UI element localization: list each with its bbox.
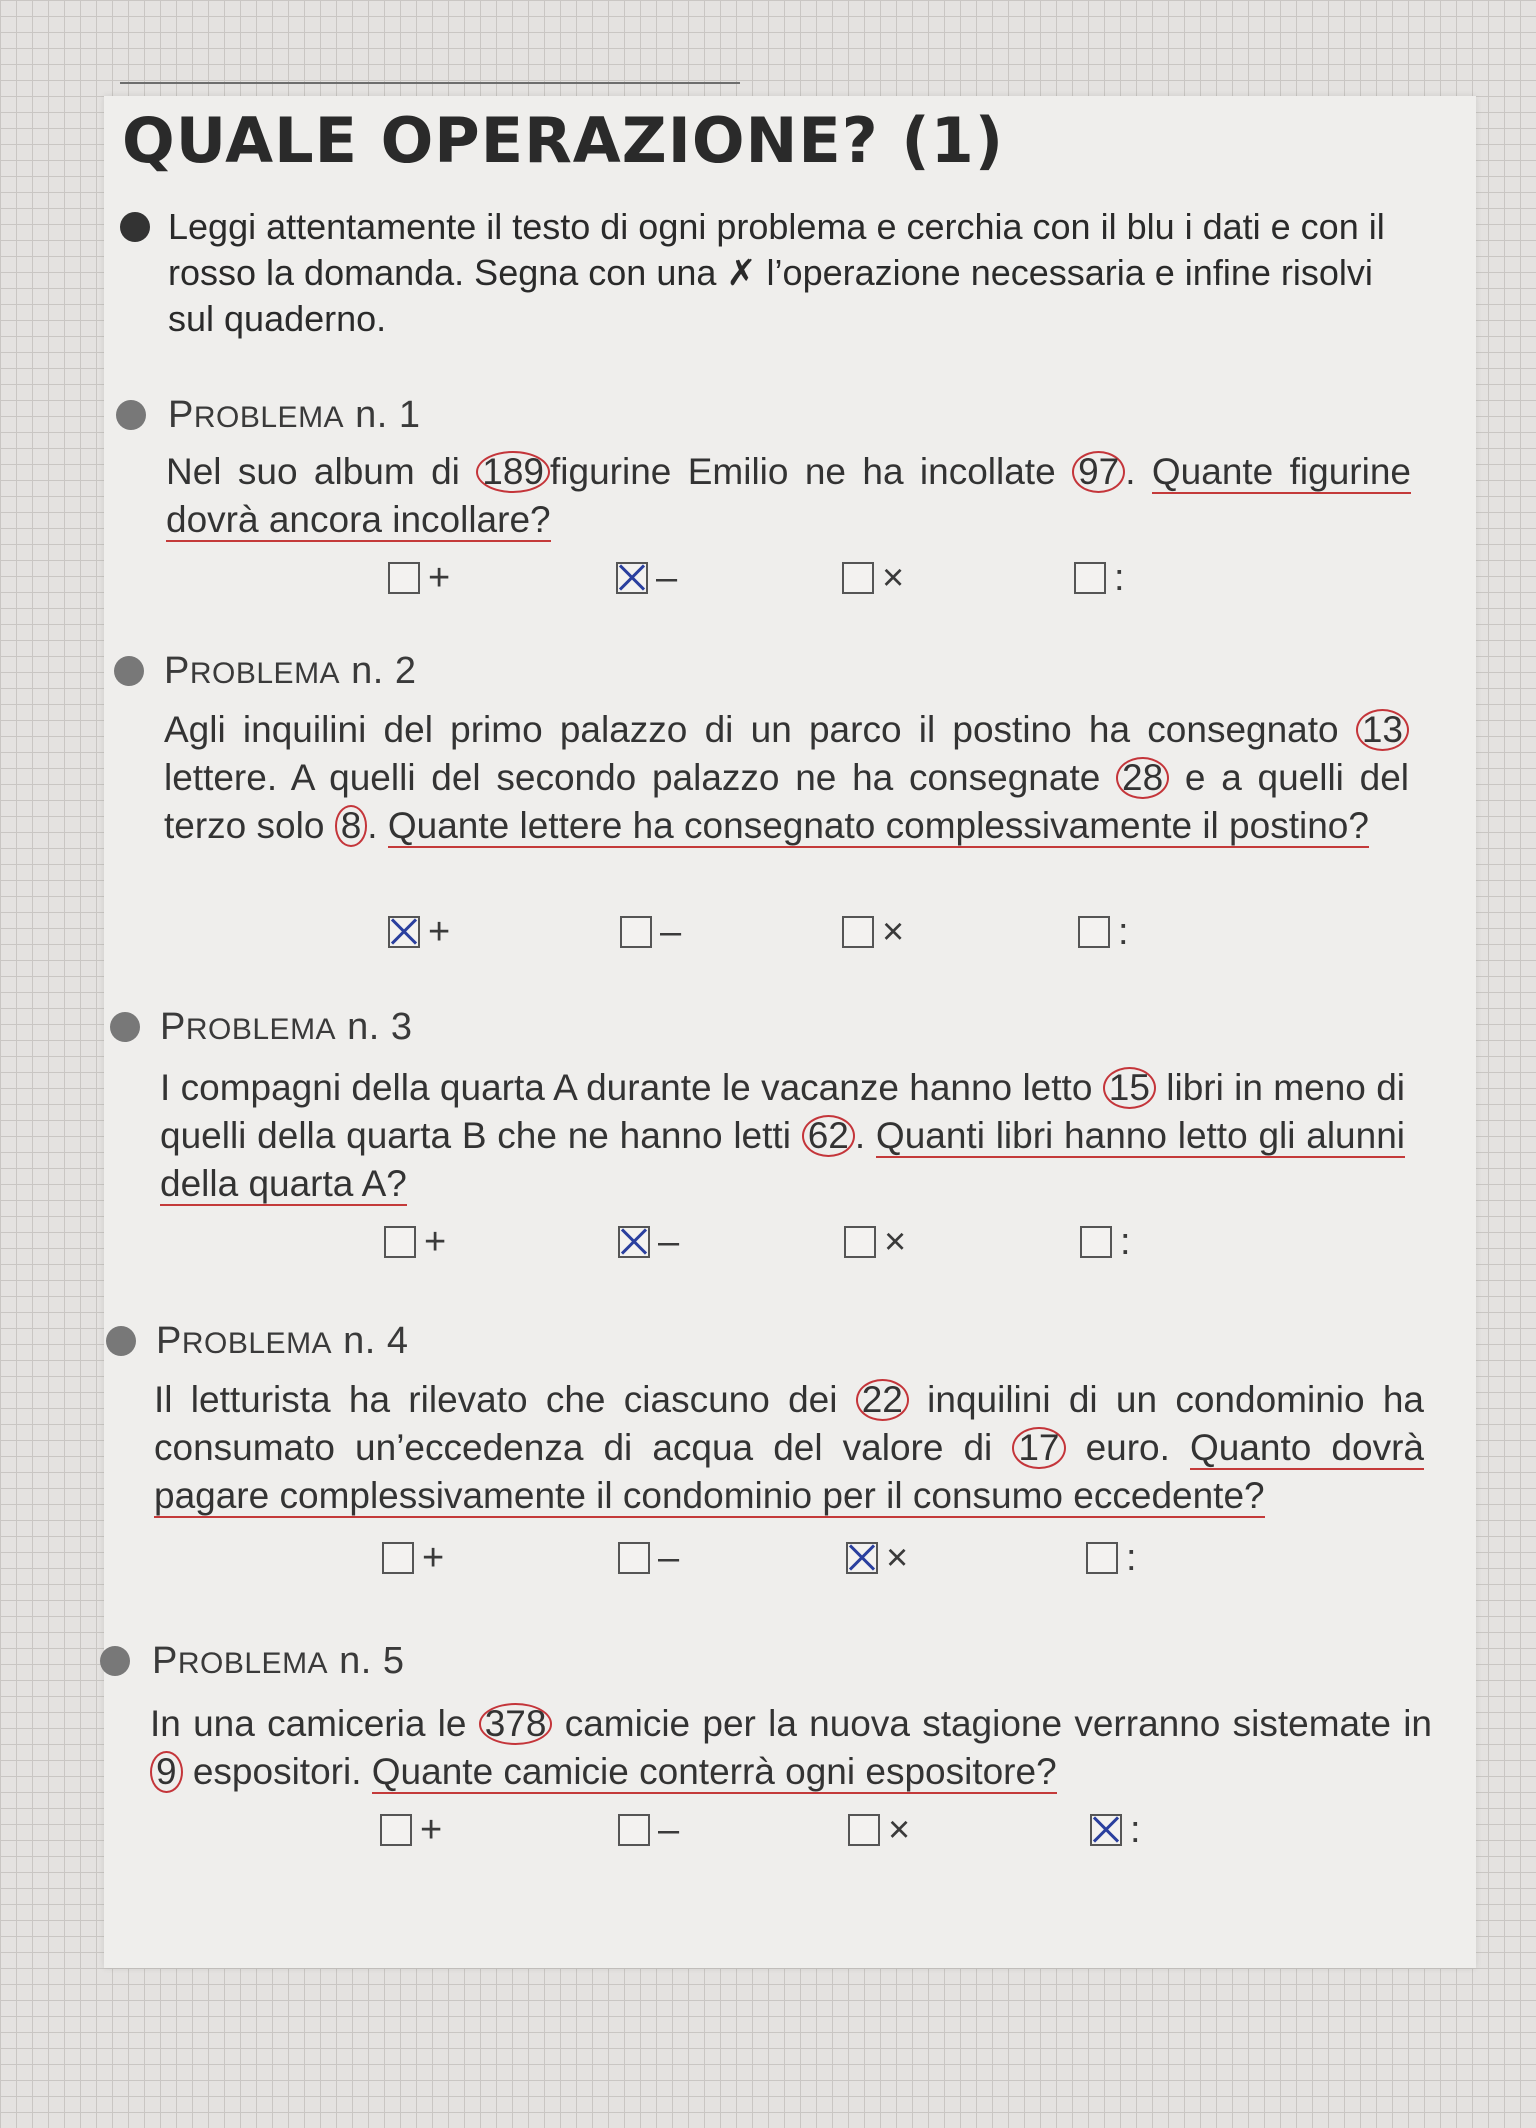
checkbox — [1086, 1542, 1118, 1574]
option-multiply[interactable]: × — [848, 1810, 910, 1850]
problem-4-title: PROBLEMA n. 4 — [156, 1320, 409, 1362]
question-underline: Quante figurine dovrà ancora incollare? — [166, 451, 1411, 540]
option-add[interactable]: + — [384, 1222, 446, 1262]
option-divide[interactable]: : — [1090, 1810, 1141, 1850]
bullet-icon — [100, 1646, 130, 1676]
top-rule — [120, 82, 740, 84]
option-add[interactable]: + — [388, 558, 450, 598]
checkbox-checked — [618, 1226, 650, 1258]
checkbox-checked — [388, 916, 420, 948]
option-subtract[interactable]: – — [616, 558, 677, 598]
option-multiply[interactable]: × — [842, 912, 904, 952]
question-underline: Quanto dovrà pagare complessivamente il condominio per il consumo eccedente? — [154, 1427, 1424, 1516]
problem-1-text: Nel suo album di 189 figurine Emilio ne ha incollate 97 . Quante figurine dovrà ancora incollare? — [166, 451, 1411, 540]
option-add[interactable]: + — [380, 1810, 442, 1850]
checkbox-checked — [846, 1542, 878, 1574]
option-multiply[interactable]: × — [846, 1538, 908, 1578]
checkbox — [1078, 916, 1110, 948]
checkbox — [1080, 1226, 1112, 1258]
option-subtract[interactable]: – — [618, 1222, 679, 1262]
option-subtract[interactable]: – — [618, 1538, 679, 1578]
page-title: QUALE OPERAZIONE? (1) — [122, 104, 1005, 177]
bullet-icon — [114, 656, 144, 686]
checkbox — [844, 1226, 876, 1258]
data-circle: 15 — [1103, 1067, 1156, 1109]
checkbox — [842, 916, 874, 948]
problem-1-title: PROBLEMA n. 1 — [168, 394, 421, 436]
checkbox — [1074, 562, 1106, 594]
problem-3-title: PROBLEMA n. 3 — [160, 1006, 413, 1048]
data-circle: 378 — [479, 1703, 553, 1745]
option-subtract[interactable]: – — [620, 912, 681, 952]
checkbox-checked — [1090, 1814, 1122, 1846]
bullet-icon — [110, 1012, 140, 1042]
option-divide[interactable]: : — [1086, 1538, 1137, 1578]
checkbox — [618, 1814, 650, 1846]
data-circle: 62 — [802, 1115, 855, 1157]
option-multiply[interactable]: × — [844, 1222, 906, 1262]
data-circle: 17 — [1012, 1427, 1065, 1469]
option-multiply[interactable]: × — [842, 558, 904, 598]
question-underline: Quante lettere ha consegnato complessivamente il postino? — [387, 805, 1369, 846]
checkbox — [620, 916, 652, 948]
data-circle: 189 — [476, 451, 550, 493]
problem-5-title: PROBLEMA n. 5 — [152, 1640, 405, 1682]
checkbox — [388, 562, 420, 594]
question-underline: Quante camicie conterrà ogni espositore? — [371, 1751, 1057, 1792]
option-add[interactable]: + — [382, 1538, 444, 1578]
checkbox — [618, 1542, 650, 1574]
checkbox — [848, 1814, 880, 1846]
instructions-text: Leggi attentamente il testo di ogni problema e cerchia con il blu i dati e con il rosso la domanda. Segna con una ✗ l’operazione necessaria e infine risolvi sul quaderno. — [168, 206, 1385, 339]
question-underline: Quanti libri hanno letto gli alunni della quarta A? — [160, 1115, 1405, 1204]
data-circle: 97 — [1072, 451, 1125, 493]
data-circle: 13 — [1356, 709, 1409, 751]
option-add[interactable]: + — [388, 912, 450, 952]
problem-5-text: In una camiceria le 378 camicie per la nuova stagione verranno sistemate in 9 espositori. Quante camicie conterrà ogni espositore? — [150, 1703, 1433, 1792]
option-divide[interactable]: : — [1078, 912, 1129, 952]
data-circle: 8 — [335, 805, 368, 847]
problem-2-text: Agli inquilini del primo palazzo di un parco il postino ha consegnato 13 lettere. A quelli del secondo palazzo ne ha consegnate 28 e a quelli del terzo solo 8 . Quante lettere ha consegnato complessivamente il postino? — [164, 709, 1409, 846]
data-circle: 28 — [1116, 757, 1169, 799]
checkbox — [382, 1542, 414, 1574]
data-circle: 22 — [856, 1379, 909, 1421]
checkbox — [842, 562, 874, 594]
checkbox-checked — [616, 562, 648, 594]
bullet-icon — [120, 212, 150, 242]
option-divide[interactable]: : — [1080, 1222, 1131, 1262]
data-circle: 9 — [150, 1751, 183, 1793]
checkbox — [384, 1226, 416, 1258]
problem-3-text: I compagni della quarta A durante le vacanze hanno letto 15 libri in meno di quelli della quarta B che ne hanno letti 62 . Quanti libri hanno letto gli alunni della quarta A? — [160, 1067, 1405, 1204]
option-subtract[interactable]: – — [618, 1810, 679, 1850]
option-divide[interactable]: : — [1074, 558, 1125, 598]
problem-2-title: PROBLEMA n. 2 — [164, 650, 417, 692]
problem-4-text: Il letturista ha rilevato che ciascuno dei 22 inquilini di un condominio ha consumato un’eccedenza di acqua del valore di 17 euro. Quanto dovrà pagare complessivamente il condominio per il consumo eccedente? — [154, 1379, 1424, 1516]
checkbox — [380, 1814, 412, 1846]
bullet-icon — [116, 400, 146, 430]
bullet-icon — [106, 1326, 136, 1356]
